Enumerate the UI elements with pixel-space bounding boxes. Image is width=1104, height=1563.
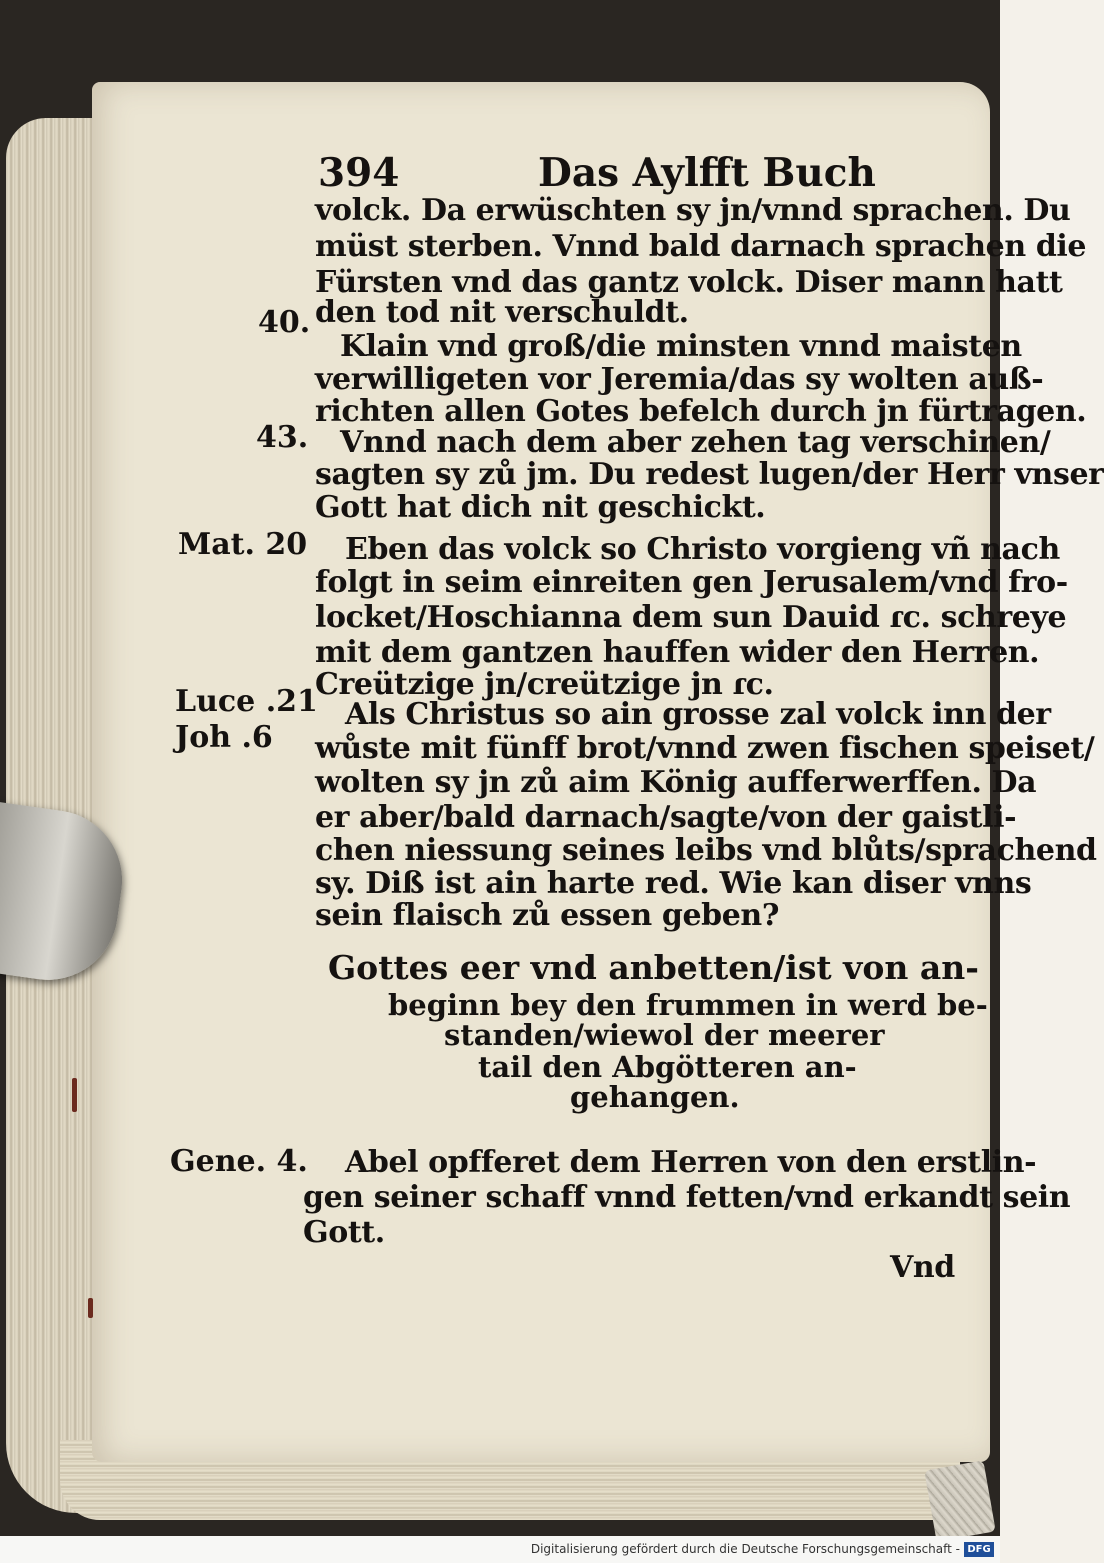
margin-note: 40. <box>258 305 311 340</box>
body-line: er aber/bald darnach/sagte/von der gaistli- <box>315 800 1017 835</box>
body-line: verwilligeten vor Jeremia/das sy wolten auß- <box>315 362 1044 397</box>
body-line: Eben das volck so Christo vorgieng vñ nach <box>345 532 1060 567</box>
page-number: 394 <box>318 150 400 196</box>
catchword: Vnd <box>890 1250 955 1285</box>
margin-note: Luce .21 <box>175 684 318 719</box>
body-line: folgt in seim einreiten gen Jerusalem/vnd fro- <box>315 565 1068 600</box>
section-heading-line: tail den Abgötteren an- <box>478 1050 857 1084</box>
body-line: volck. Da erwüschten sy jn/vnnd sprachen. Du <box>315 193 1071 228</box>
section-heading: Gottes eer vnd anbetten/ist von an- <box>328 948 979 987</box>
body-line: wolten sy jn zů aim König aufferwerffen. Da <box>315 765 1037 800</box>
body-line: Abel opfferet dem Herren von den erstlin- <box>345 1145 1037 1180</box>
body-line: gen seiner schaff vnnd fetten/vnd erkandt sein <box>303 1180 1071 1215</box>
body-line: wůste mit fünff brot/vnnd zwen fischen speiset/ <box>315 731 1095 766</box>
body-line: Klain vnd groß/die minsten vnnd maisten <box>340 329 1022 364</box>
body-line: richten allen Gotes befelch durch jn fürtragen. <box>315 394 1087 429</box>
body-line: Creützige jn/creützige jn ɾc. <box>315 667 774 702</box>
footer-bar <box>0 1536 1000 1563</box>
margin-note: Gene. 4. <box>170 1144 308 1179</box>
body-line: locket/Hoschianna dem sun Dauid ɾc. schreye <box>315 600 1067 635</box>
body-line: den tod nit verschuldt. <box>315 295 689 330</box>
page-tab-mark <box>88 1298 93 1318</box>
section-heading-line: gehangen. <box>570 1080 740 1114</box>
margin-note: Joh .6 <box>175 720 273 755</box>
body-line: Gott. <box>303 1215 385 1250</box>
body-line: Fürsten vnd das gantz volck. Diser mann hatt <box>315 265 1063 300</box>
footer-credit: Digitalisierung gefördert durch die Deutsche Forschungsgemeinschaft - <box>530 1542 960 1556</box>
bookmark-ribbon <box>924 1460 996 1541</box>
margin-note: 43. <box>256 420 309 455</box>
body-line: Vnnd nach dem aber zehen tag verschinen/ <box>340 425 1051 460</box>
body-line: sein flaisch zů essen geben? <box>315 898 779 933</box>
margin-note: Mat. 20 <box>178 527 308 562</box>
running-title: Das Aylfft Buch <box>538 150 876 196</box>
section-heading-line: beginn bey den frummen in werd be- <box>388 988 988 1022</box>
body-line: Als Christus so ain grosse zal volck inn der <box>345 697 1051 732</box>
body-line: chen niessung seines leibs vnd blůts/sprachend <box>315 833 1097 868</box>
dfg-logo: DFG <box>964 1542 994 1557</box>
body-line: mit dem gantzen hauffen wider den Herren. <box>315 635 1040 670</box>
body-line: Gott hat dich nit geschickt. <box>315 490 766 525</box>
body-line: sy. Diß ist ain harte red. Wie kan diser vnns <box>315 866 1032 901</box>
body-line: müst sterben. Vnnd bald darnach sprachen die <box>315 229 1087 264</box>
page-tab-mark <box>72 1078 77 1112</box>
body-line: sagten sy zů jm. Du redest lugen/der Herr vnser <box>315 457 1104 492</box>
section-heading-line: standen/wiewol der meerer <box>444 1018 885 1052</box>
